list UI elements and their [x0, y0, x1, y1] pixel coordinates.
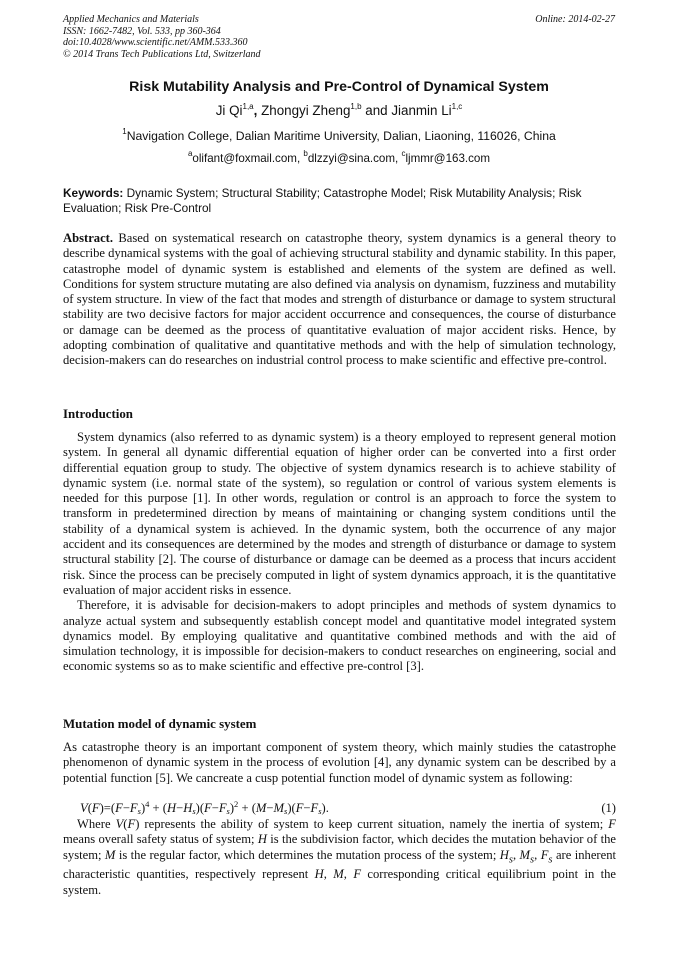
equation-expression: $V(F)=(F-F_s)^4 + (H-H_s)(F-F_s)^2 + (M-M_s)(F-F_s)$.	[80, 799, 329, 816]
email-link[interactable]: olifant@foxmail.com	[192, 152, 297, 165]
email-sep: ,	[296, 152, 304, 165]
mutation-paragraph: As catastrophe theory is an important component of system theory, which mainly studies the catastrophe phenomenon of dynamic system in the process of evolution [4], any dynamic system can be described by a potential function [5]. We cancreate a cusp potential function model of dynamic system as following:	[63, 740, 616, 785]
email-sup: c	[401, 149, 406, 158]
abstract-label: Abstract.	[63, 231, 114, 245]
intro-paragraph: Therefore, it is advisable for decision-makers to adopt principles and methods of system dynamics to analyze actual system and subsequently establish concept model and quantitative model integrated system dynamics model. By employing qualitative and quantitative combined methods and with the aid of simulation technology, it is impossible for decision-makers to conduct researches on engineering, social and economic systems so as to make scientific and effective pre-control [3].	[63, 598, 616, 674]
paper-title: Risk Mutability Analysis and Pre-Control of Dynamical System	[129, 79, 549, 95]
copyright-line: © 2014 Trans Tech Publications Ltd, Switzerland	[63, 48, 261, 60]
author-sep: ,	[253, 103, 262, 118]
affiliation	[0, 129, 678, 143]
email-list	[0, 149, 678, 165]
journal-header	[63, 14, 261, 60]
mutation-body	[63, 740, 616, 786]
author-sup: 1,c	[451, 102, 463, 111]
author-name: Jianmin Li	[391, 103, 452, 118]
author-sup: 1,b	[350, 102, 362, 111]
author-sup: 1,a	[242, 102, 254, 111]
email-sup: b	[303, 149, 308, 158]
doi-line[interactable]: doi:10.4028/www.scientific.net/AMM.533.360	[63, 37, 248, 48]
section-heading-mutation: Mutation model of dynamic system	[63, 717, 257, 731]
author-name: Zhongyi Zheng	[261, 103, 351, 118]
author-list	[0, 103, 678, 118]
equation-number: (1)	[601, 801, 616, 815]
online-date: Online: 2014-02-27	[535, 14, 615, 25]
equation-1	[80, 801, 616, 816]
abstract	[63, 231, 616, 369]
abstract-text: Based on systematical research on catastrophe theory, system dynamics is a general theory to describe dynamical systems with the goal of achieving structural stability and dynamic stability. In this paper, catastrophe model of dynamic system is established and elements of the system are defined as well. Conditions for system structure mutating are also defined via analysis on dynamism, fuzziness and mutability of system structure. In view of the fact that modes and strength of disturbance or damage to system structural stability are two decisive factors for major accident occurrence and consequences, the course of disturbance or damage can be deemed as the process of quantitative evaluation of major accident risks. Hence, by adopting combination of qualitative and quantitative methods and with the help of simulation technology, decision-makers can do researches on industrial control process to make scientific and effective pre-control.	[63, 231, 616, 368]
author-sep: and	[361, 103, 392, 118]
introduction-body	[63, 430, 616, 675]
email-sup: a	[187, 149, 193, 158]
affiliation-text: Navigation College, Dalian Maritime University, Dalian, Liaoning, 116026, China	[126, 129, 556, 143]
keywords-label: Keywords:	[63, 186, 124, 200]
issn-line: ISSN: 1662-7482, Vol. 533, pp 360-364	[63, 25, 221, 37]
intro-paragraph: System dynamics (also referred to as dynamic system) is a theory employed to represent general motion system. In general all dynamic differential equation of higher order can be converted into a first order differential equation group to study. The objective of system dynamics research is to achieve stability of dynamic system (i.e. normal state of the system), so regulation or control of various system elements is needed for this purpose [1]. In other words, regulation or control is an approach to force the system to transform in predetermined direction by means of maintaining or changing system conditions until the stability of a dynamical system is achieved. In the dynamic system, both the occurrence of any major accident and its consequences are determined by the modes and strength of disturbance or damage to system structural stability [2]. The course of disturbance or damage can be deemed as a process that incurs accident risk. Since the process can be precisely computed in light of system dynamics approach, it is the quantitative evaluation of major accident risks in essence.	[63, 430, 616, 597]
keywords-text: Dynamic System; Structural Stability; Catastrophe Model; Risk Mutability Analysis; Risk Evaluation; Risk Pre-Control	[63, 186, 582, 215]
email-link[interactable]: dlzzyi@sina.com	[307, 152, 396, 165]
journal-name: Applied Mechanics and Materials	[63, 14, 199, 25]
email-link[interactable]: ljmmr@163.com	[405, 152, 491, 165]
author-name: Ji Qi	[215, 103, 243, 118]
email-sep: ,	[395, 152, 402, 165]
section-heading-introduction: Introduction	[63, 407, 133, 421]
affiliation-sup: 1	[122, 127, 127, 136]
equation-explanation: Where V(F) represents the ability of system to keep current situation, namely the inertia of system; F means overall safety status of system; H is the subdivision factor, which decides the mutation behavior of the system; M is the regular factor, which determines the mutation process of the system; $H_s$, $M_s$, $F_s$ are inherent characteristic quantities, respectively represent H, M, F corresponding critical equilibrium point in the system.	[63, 817, 617, 897]
keywords	[63, 186, 616, 216]
